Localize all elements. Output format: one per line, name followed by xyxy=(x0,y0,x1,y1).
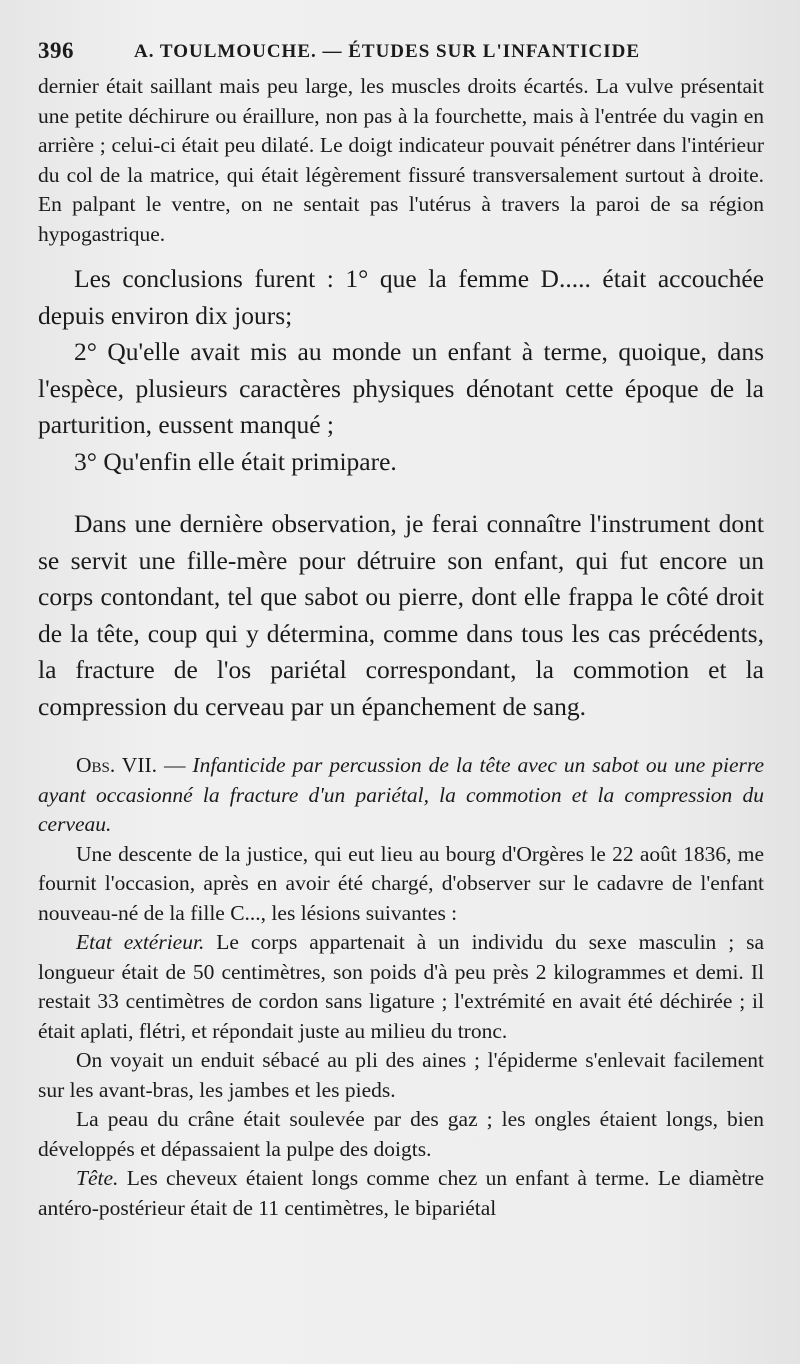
paragraph-justice-visit: Une descente de la justice, qui eut lieu au bourg d'Orgères le 22 août 1836, me fournit l'occasion, après en avoir été chargé, d'observer sur le cadavre de l'enfant nouveau-né de la fille C..., les lésions suivantes : xyxy=(38,841,764,925)
paragraph-last-observation-intro: Dans une dernière observation, je ferai connaître l'instrument dont se servit une fille-mère pour détruire son enfant, qui fut encore un corps contondant, tel que sabot ou pierre, dont elle frappa le côté droit de la tête, coup qui y détermina, comme dans tous les cas précédents, la fracture de l'os pariétal correspondant, la commotion et la compression du cerveau par un épanchement de sang. xyxy=(38,509,764,721)
exterior-state-text: Le corps appartenait à un individu du sexe masculin ; sa longueur était de 50 centimètres, son poids d'à peu près 2 kilogrammes et demi. Il restait 33 centimètres de cordon sans ligature ; l'extrémité en avait été déchirée ; il était aplati, flétri, et répondait juste au milieu du tronc. xyxy=(38,930,764,1043)
observation-dash: — xyxy=(157,753,193,777)
paragraph-uterus-exam: dernier était saillant mais peu large, les muscles droits écartés. La vulve présentait une petite déchirure ou éraillure, non pas à la fourchette, mais à l'entrée du vagin en arrière ; celui-ci était peu dilaté. Le doigt indicateur pouvait pénétrer dans l'intérieur du col de la matrice, qui était légèrement fissuré transversalement surtout à droite. En palpant le ventre, on ne sentait pas l'utérus à travers la paroi de sa région hypogastrique. xyxy=(38,74,764,246)
exterior-state-label: Etat extérieur. xyxy=(76,930,205,954)
head-text: Les cheveux étaient longs comme chez un enfant à terme. Le diamètre antéro-postérieur était de 11 centimètres, le bipariétal xyxy=(38,1166,764,1220)
paragraph-skull-skin: La peau du crâne était soulevée par des gaz ; les ongles étaient longs, bien développés et dépassaient la pulpe des doigts. xyxy=(38,1107,764,1161)
paragraph-sebaceous-coating: On voyait un enduit sébacé au pli des aines ; l'épiderme s'enlevait facilement sur les avant-bras, les jambes et les pieds. xyxy=(38,1048,764,1102)
page-number: 396 xyxy=(38,38,74,63)
observation-heading xyxy=(38,751,764,840)
head-label: Tête. xyxy=(76,1166,119,1190)
page-header xyxy=(38,38,764,72)
observation-title: Infanticide par percussion de la tête avec un sabot ou une pierre ayant occasionné la fracture d'un pariétal, la commotion et la compression du cerveau. xyxy=(38,753,764,836)
running-title: A. TOULMOUCHE. — ÉTUDES SUR L'INFANTICIDE xyxy=(134,41,641,62)
paragraph-exterior-state xyxy=(38,928,764,1046)
paragraph-conclusion-2: 2° Qu'elle avait mis au monde un enfant à terme, quoique, dans l'espèce, plusieurs caractères physiques dénotant cette époque de la parturition, eussent manqué ; xyxy=(38,337,764,439)
observation-label: Obs. VII. xyxy=(76,753,158,777)
paragraph-conclusions: Les conclusions furent : 1° que la femme D..... était accouchée depuis environ dix jours; xyxy=(38,264,764,330)
paragraph-head xyxy=(38,1164,764,1223)
paragraph-conclusion-3: 3° Qu'enfin elle était primipare. xyxy=(74,446,397,476)
